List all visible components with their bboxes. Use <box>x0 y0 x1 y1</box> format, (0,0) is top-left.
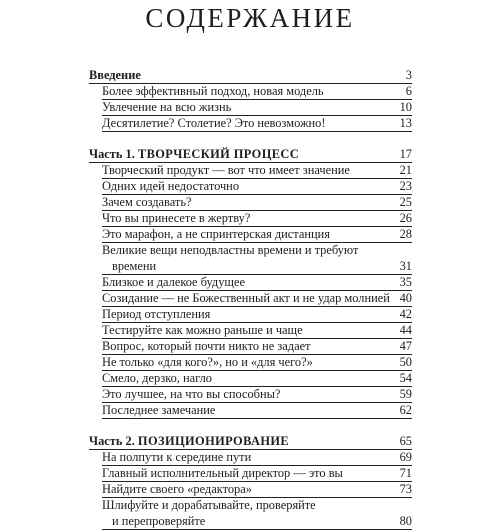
toc-page-number: 59 <box>399 387 412 401</box>
toc-page-number: 80 <box>399 514 412 528</box>
toc-item[interactable] <box>89 211 412 227</box>
toc-page-number: 6 <box>405 84 412 98</box>
toc-page-number: 42 <box>399 307 412 321</box>
toc-page-number: 23 <box>399 179 412 193</box>
page-title: СОДЕРЖАНИЕ <box>145 3 355 33</box>
toc-item-label: Последнее замечание <box>102 403 216 417</box>
toc-heading-label: Введение <box>89 68 141 82</box>
toc-item-label: Найдите своего «редактора» <box>102 482 252 496</box>
toc-heading-prefix: Часть 1. <box>89 147 138 161</box>
toc-item-label: Главный исполнительный директор — это вы <box>102 466 343 480</box>
toc-heading-title: ПОЗИЦИОНИРОВАНИЕ <box>137 434 290 448</box>
toc-item-label: Тестируйте как можно раньше и чаще <box>102 323 303 337</box>
toc-item-label: Великие вещи неподвластны времени и требуют <box>102 243 359 257</box>
toc-item-label: Зачем создавать? <box>102 195 192 209</box>
toc-page-number: 71 <box>399 466 412 480</box>
toc-item[interactable] <box>89 355 412 371</box>
toc-page-number: 3 <box>405 68 412 82</box>
toc-item[interactable] <box>89 482 412 498</box>
toc-item[interactable] <box>89 179 412 195</box>
toc-item[interactable] <box>89 450 412 466</box>
toc-item[interactable] <box>89 339 412 355</box>
toc-item[interactable] <box>89 195 412 211</box>
toc-heading-part2[interactable] <box>89 434 412 450</box>
toc-item-continuation[interactable] <box>89 514 412 530</box>
toc-item-label: Смело, дерзко, нагло <box>102 371 212 385</box>
toc-item-label: времени <box>112 259 157 273</box>
table-of-contents <box>89 68 412 530</box>
toc-item[interactable] <box>89 275 412 291</box>
toc-page-number: 25 <box>399 195 412 209</box>
toc-item-label: Близкое и далекое будущее <box>102 275 245 289</box>
toc-item[interactable] <box>89 163 412 179</box>
toc-page-number: 40 <box>399 291 412 305</box>
toc-page-number: 50 <box>399 355 412 369</box>
toc-heading-label <box>89 434 289 449</box>
toc-item[interactable] <box>89 466 412 482</box>
toc-item-label: Более эффективный подход, новая модель <box>102 84 324 98</box>
toc-item-label: На полпути к середине пути <box>102 450 252 464</box>
toc-page-number: 69 <box>399 450 412 464</box>
toc-page-number: 44 <box>399 323 412 337</box>
toc-page-number: 28 <box>399 227 412 241</box>
toc-item[interactable] <box>89 307 412 323</box>
toc-heading-label <box>89 147 299 162</box>
toc-item[interactable] <box>89 403 412 419</box>
toc-heading-title: ТВОРЧЕСКИЙ ПРОЦЕСС <box>137 147 300 161</box>
toc-page-number: 10 <box>399 100 412 114</box>
toc-heading-part1[interactable] <box>89 147 412 163</box>
toc-item-label: Творческий продукт — вот что имеет значение <box>102 163 350 177</box>
toc-item[interactable] <box>89 116 412 132</box>
toc-item[interactable] <box>89 243 412 259</box>
toc-page-number: 65 <box>399 434 412 448</box>
toc-item-label: Это лучшее, на что вы способны? <box>102 387 281 401</box>
toc-item-label: Не только «для кого?», но и «для чего?» <box>102 355 313 369</box>
toc-item-label: Шлифуйте и дорабатывайте, проверяйте <box>102 498 316 512</box>
toc-page-number: 62 <box>399 403 412 417</box>
toc-item[interactable] <box>89 84 412 100</box>
toc-item[interactable] <box>89 323 412 339</box>
toc-item-label: Это марафон, а не спринтерская дистанция <box>102 227 330 241</box>
toc-item-label: Увлечение на всю жизнь <box>102 100 232 114</box>
toc-page-number: 73 <box>399 482 412 496</box>
toc-item-label: Созидание — не Божественный акт и не удар молнией <box>102 291 390 305</box>
toc-page-number: 21 <box>399 163 412 177</box>
toc-item-label: Одних идей недостаточно <box>102 179 240 193</box>
toc-page-number: 31 <box>399 259 412 273</box>
toc-item[interactable] <box>89 371 412 387</box>
toc-item[interactable] <box>89 227 412 243</box>
toc-item[interactable] <box>89 387 412 403</box>
toc-page-number: 35 <box>399 275 412 289</box>
toc-item-label: Что вы принесете в жертву? <box>102 211 251 225</box>
toc-item-label: Десятилетие? Столетие? Это невозможно! <box>102 116 326 130</box>
toc-item[interactable] <box>89 291 412 307</box>
toc-heading-prefix: Часть 2. <box>89 434 138 448</box>
toc-item-label: Период отступления <box>102 307 211 321</box>
toc-page-number: 13 <box>399 116 412 130</box>
toc-page-number: 54 <box>399 371 412 385</box>
toc-item-continuation[interactable] <box>89 259 412 275</box>
toc-page-number: 47 <box>399 339 412 353</box>
toc-page-number: 26 <box>399 211 412 225</box>
toc-item[interactable] <box>89 100 412 116</box>
toc-item-label: Вопрос, который почти никто не задает <box>102 339 311 353</box>
toc-item[interactable] <box>89 498 412 514</box>
toc-heading-intro[interactable] <box>89 68 412 84</box>
toc-item-label: и перепроверяйте <box>112 514 206 528</box>
toc-page-number: 17 <box>399 147 412 161</box>
